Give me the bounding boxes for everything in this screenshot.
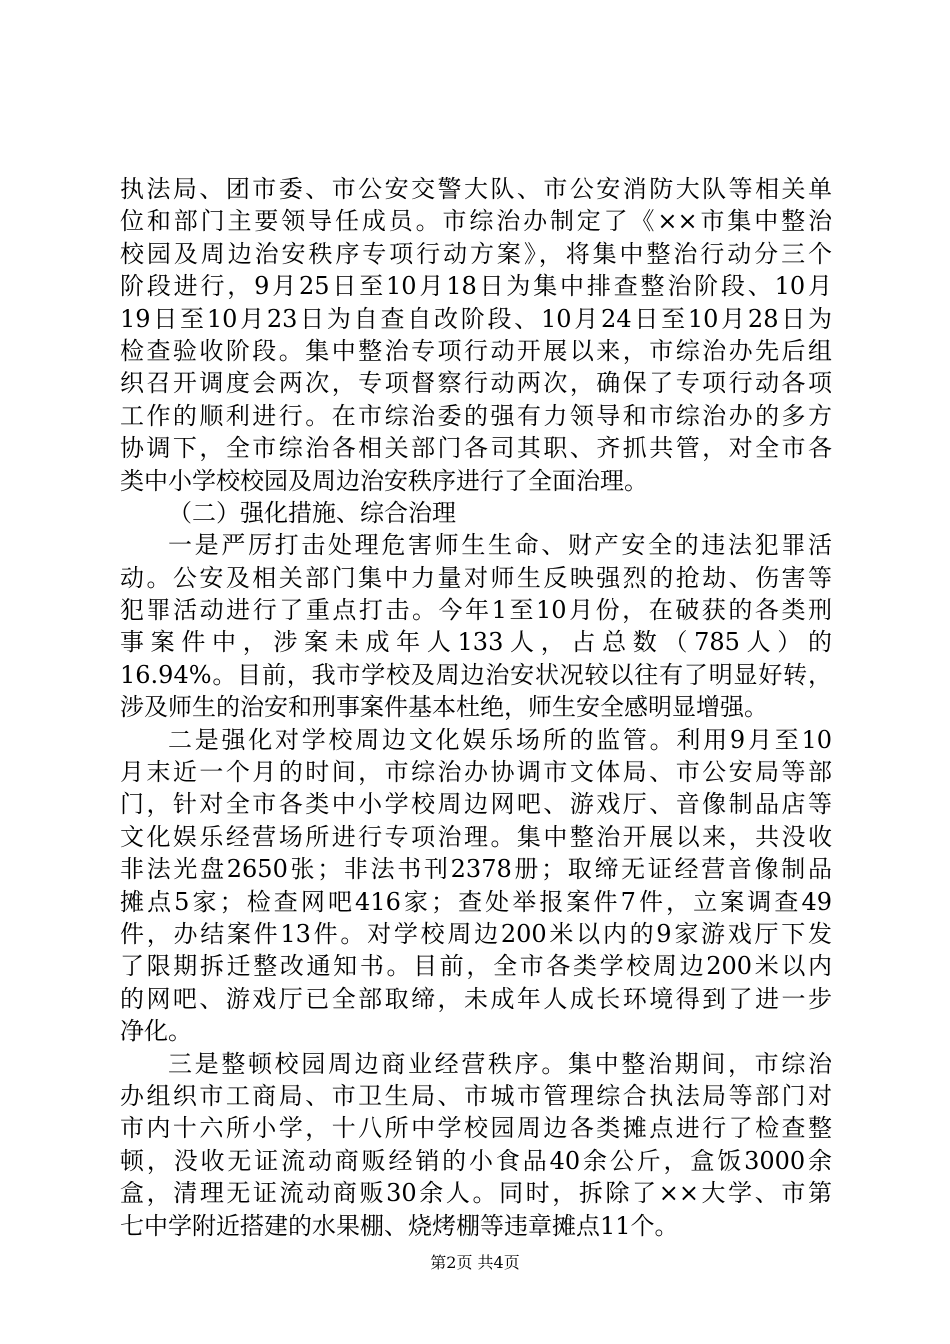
text-line: 市内十六所小学，十八所中学校园周边各类摊点进行了检查整 bbox=[120, 1114, 832, 1143]
text-line: 非法光盘2650张；非法书刊2378册；取缔无证经营音像制品 bbox=[120, 855, 832, 884]
text-line: 办组织市工商局、市卫生局、市城市管理综合执法局等部门对 bbox=[120, 1081, 832, 1110]
text-line: 门，针对全市各类中小学校周边网吧、游戏厅、音像制品店等 bbox=[120, 790, 832, 819]
text-line: 检查验收阶段。集中整治专项行动开展以来，市综治办先后组 bbox=[120, 336, 832, 365]
text-line: 16.94%。目前，我市学校及周边治安状况较以往有了明显好转， bbox=[120, 660, 832, 689]
text-line: 二是强化对学校周边文化娱乐场所的监管。利用9月至10 bbox=[168, 725, 832, 754]
text-line: 七中学附近搭建的水果棚、烧烤棚等违章摊点11个。 bbox=[120, 1211, 679, 1240]
text-line: 校园及周边治安秩序专项行动方案》，将集中整治行动分三个 bbox=[120, 239, 832, 268]
text-line: 执法局、团市委、市公安交警大队、市公安消防大队等相关单 bbox=[120, 175, 832, 203]
text-line: 事案件中，涉案未成年人133人，占总数（785人）的 bbox=[120, 628, 832, 657]
document-body bbox=[120, 173, 832, 1242]
text-line: 月末近一个月的时间，市综治办协调市文体局、市公安局等部 bbox=[120, 758, 832, 787]
text-line: 了限期拆迁整改通知书。目前，全市各类学校周边200米以内 bbox=[120, 952, 832, 981]
text-line: 工作的顺利进行。在市综治委的强有力领导和市综治办的多方 bbox=[120, 401, 832, 430]
text-line: 三是整顿校园周边商业经营秩序。集中整治期间，市综治 bbox=[168, 1049, 832, 1078]
text-line: 盒，清理无证流动商贩30余人。同时，拆除了××大学、市第 bbox=[120, 1179, 832, 1208]
text-line: 协调下，全市综治各相关部门各司其职、齐抓共管，对全市各 bbox=[120, 434, 832, 463]
text-line: 阶段进行，9月25日至10月18日为集中排查整治阶段、10月 bbox=[120, 272, 832, 301]
text-line: 一是严厉打击处理危害师生生命、财产安全的违法犯罪活 bbox=[168, 531, 832, 560]
text-line: 文化娱乐经营场所进行专项治理。集中整治开展以来，共没收 bbox=[120, 822, 832, 851]
text-line: 织召开调度会两次，专项督察行动两次，确保了专项行动各项 bbox=[120, 369, 832, 398]
text-line: 19日至10月23日为自查自改阶段、10月24日至10月28日为 bbox=[120, 304, 832, 333]
text-line: 件，办结案件13件。对学校周边200米以内的9家游戏厅下发 bbox=[120, 919, 832, 948]
text-line: 类中小学校校园及周边治安秩序进行了全面治理。 bbox=[120, 466, 648, 495]
page-footer: 第2页 共4页 bbox=[430, 1253, 520, 1272]
text-line: 犯罪活动进行了重点打击。今年1至10月份，在破获的各类刑 bbox=[120, 596, 832, 625]
section-heading: （二）强化措施、综合治理 bbox=[168, 498, 456, 527]
text-line: 的网吧、游戏厅已全部取缔，未成年人成长环境得到了进一步 bbox=[120, 984, 832, 1013]
text-line: 摊点5家；检查网吧416家；查处举报案件7件，立案调查49 bbox=[120, 887, 832, 916]
text-line: 位和部门主要领导任成员。市综治办制定了《××市集中整治 bbox=[120, 207, 832, 236]
text-line: 顿，没收无证流动商贩经销的小食品40余公斤，盒饭3000余 bbox=[120, 1146, 832, 1175]
text-line: 动。公安及相关部门集中力量对师生反映强烈的抢劫、伤害等 bbox=[120, 563, 832, 592]
text-line: 净化。 bbox=[120, 1017, 192, 1046]
text-line: 涉及师生的治安和刑事案件基本杜绝，师生安全感明显增强。 bbox=[120, 693, 768, 722]
